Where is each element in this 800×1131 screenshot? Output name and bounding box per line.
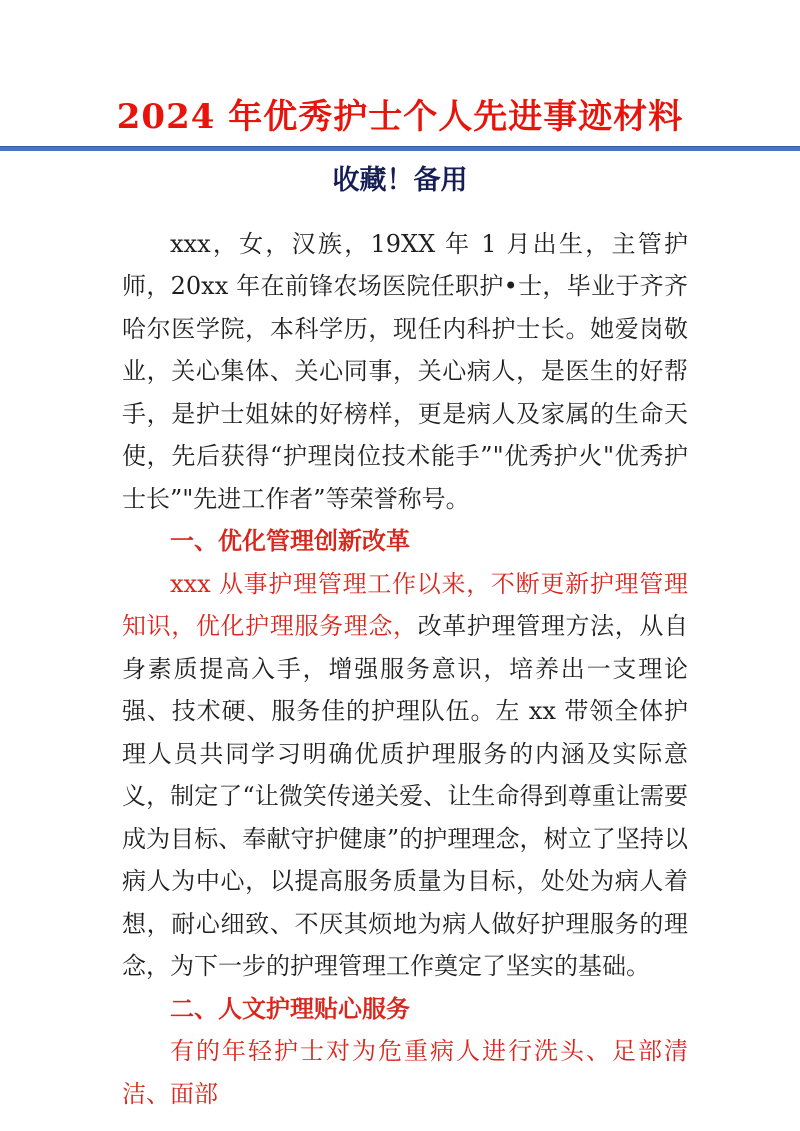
section-heading-2-text: 二、人文护理贴心服务: [170, 993, 410, 1023]
paragraph-section-1-red-run: xxx 从事护理管理工作以来，不断更新护理管理知识，优化护理服务理念，: [122, 569, 688, 641]
paragraph-section-2-text: 有的年轻护士对为危重病人进行洗头、足部清洁、面部: [122, 1037, 688, 1108]
section-heading-2: [122, 988, 688, 1031]
document-body: [0, 197, 800, 1116]
paragraph-intro-text: xxx，女，汉族，19XX 年 1 月出生，主管护师，20xx 年在前锋农场医院任职护•士，毕业于齐齐哈尔医学院，本科学历，现任内科护士长。她爱岗敬业，关心集体、关心同事，关心病人，是医生的好帮手，是护士姐妹的好榜样，更是病人及家属的生命天使，先后获得“护理岗位技术能手”"优秀护火"优秀护士长”"先进工作者”等荣誉称号。: [122, 229, 688, 513]
paragraph-section-1-black-run: 改革护理管理方法，从自身素质提高入手，增强服务意识，培养出一支理论强、技术硬、服务佳的护理队伍。左 xx 带领全体护理人员共同学习明确优质护理服务的内涵及实际意义，制定了“让微笑传递关爱、让生命得到尊重让需要成为目标、奉献守护健康”的护理理念，树立了坚持以病人为中心，以提高服务质量为目标，处处为病人着想，耐心细致、不厌其烦地为病人做好护理服务的理念，为下一步的护理管理工作奠定了坚实的基础。: [122, 612, 689, 981]
section-heading-1: [122, 520, 688, 563]
paragraph-intro: [122, 223, 688, 521]
document-subtitle: 收藏！备用: [332, 164, 468, 196]
paragraph-section-2: [122, 1030, 688, 1115]
document-title: 2024 年优秀护士个人先进事迹材料: [116, 97, 684, 137]
title-divider-rule: [0, 146, 800, 151]
section-heading-1-text: 一、优化管理创新改革: [170, 526, 410, 556]
paragraph-section-1: [122, 563, 688, 988]
